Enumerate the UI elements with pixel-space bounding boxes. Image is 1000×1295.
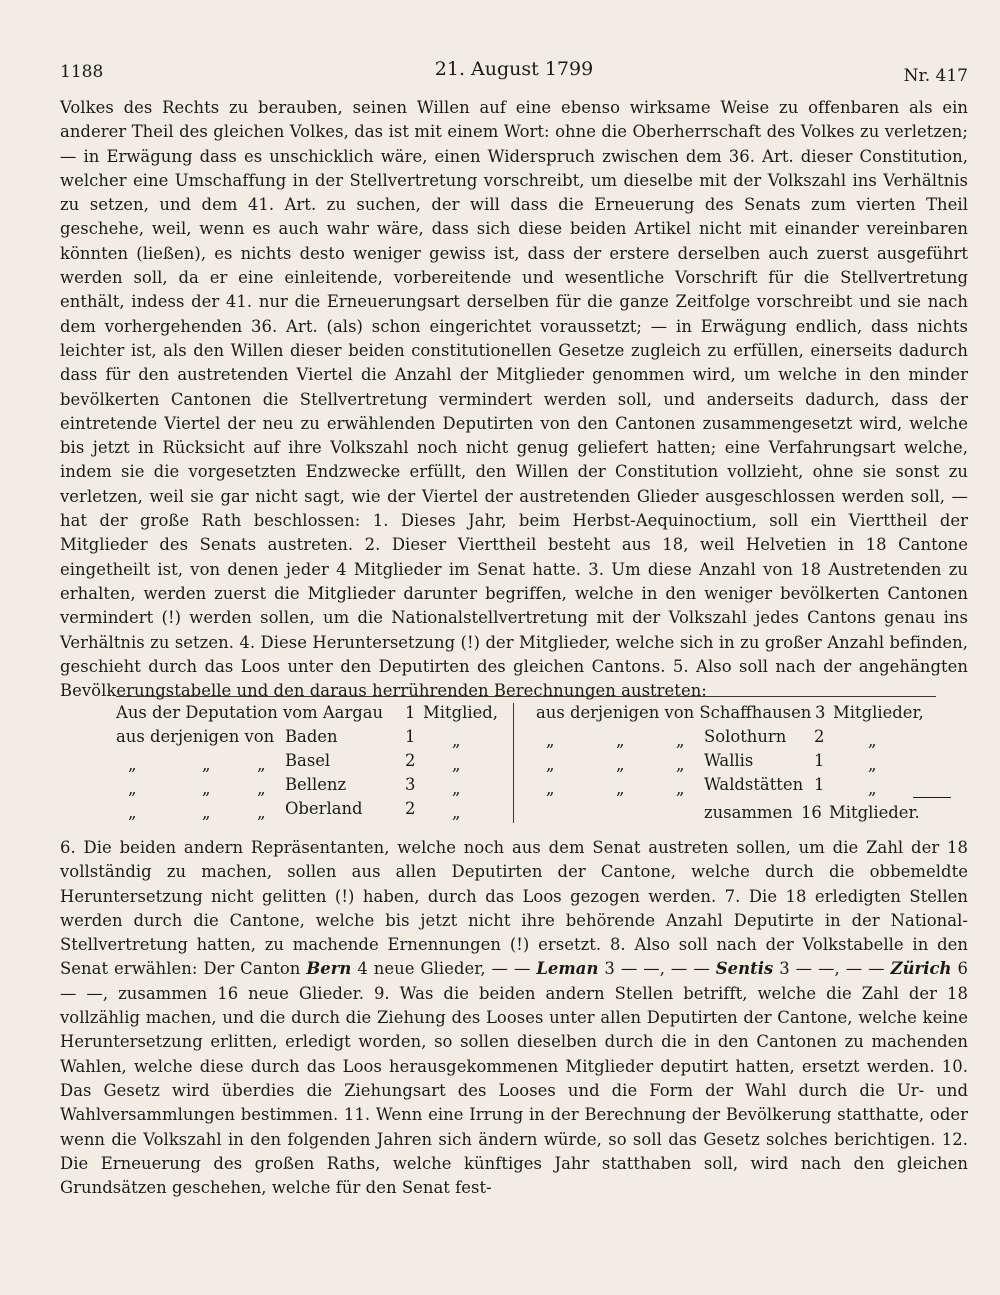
right-row3-count: 1 bbox=[814, 751, 825, 770]
left-row4-ditto-2: „ bbox=[202, 779, 211, 798]
right-row2-ditto: „ bbox=[868, 731, 877, 750]
left-row3-ditto-3: „ bbox=[257, 755, 266, 774]
table-column-divider bbox=[513, 703, 514, 823]
right-row2-canton: Solothurn bbox=[704, 727, 787, 746]
right-row2-ditto-3: „ bbox=[676, 731, 685, 750]
right-row5-label: zusammen bbox=[704, 803, 793, 822]
right-row4-canton: Waldstätten bbox=[704, 775, 804, 794]
right-row3-canton: Wallis bbox=[704, 751, 754, 770]
page-number: 1188 bbox=[60, 62, 104, 82]
paragraph-2-text-e: 6 — —, zusammen 16 neue Glieder. 9. Was die beiden andern Stellen betrifft, welche die Zahl der 18 vollzählig machen, und die durch die Ziehung des Looses unter allen Deputirten der Cantone, welche keine Heruntersetzung erlitten, erledigt worden, so sollen dieselben durch die in den Cantonen zu machenden Wahlen, welche diese durch das Loos herausgekommenen Mitglieder deputirt hatten, ersetzt werden. 10. Das Gesetz wird überdies die Ziehungsart des Looses und die Form der Wahl durch die Ur- und Wahlversammlungen bestimmen. 11. Wenn eine Irrung in der Berechnung der Bevölkerung statthatte, oder wenn die Volkszahl in den folgenden Jahren sich ändern würde, so soll das Gesetz solches berichtigen. 12. Die Erneuerung des großen Raths, welche künftiges Jahr statthaben soll, wird nach den gleichen Grundsätzen geschehen, welche für den Senat fest- bbox=[60, 959, 968, 1198]
left-row3-canton: Basel bbox=[285, 751, 331, 770]
right-row3-ditto: „ bbox=[868, 755, 877, 774]
left-row5-ditto-2: „ bbox=[202, 803, 211, 822]
right-row1-unit: Mitglieder, bbox=[833, 703, 924, 722]
body-paragraph-2 bbox=[60, 836, 968, 1200]
table-top-rule bbox=[116, 696, 936, 697]
left-row1-label: Aus der Deputation vom Aargau bbox=[116, 703, 384, 722]
left-row2-count: 1 bbox=[405, 727, 416, 746]
left-row4-count: 3 bbox=[405, 775, 416, 794]
left-row5-count: 2 bbox=[405, 799, 416, 818]
document-number: Nr. 417 bbox=[903, 66, 968, 86]
paragraph-2-text-a: 6. Die beiden andern Repräsentanten, welche noch aus dem Senat austreten sollen, um die Zahl der 18 vollständig zu machen, sollen aus allen Deputirten der Cantone, welche durch die obbemeldte Heruntersetzung nicht gelitten (!) haben, durch das Loos gezogen werden. 7. Die 18 erledigten Stellen werden durch die Cantone, welche bis jetzt nicht ihre behörende Anzahl Deputirte in der National-Stellvertretung hatten, zu machende Ernennungen (!) ersetzt. 8. Also soll nach der Volkstabelle in den Senat erwählen: Der Canton bbox=[60, 838, 968, 979]
right-row3-ditto-1: „ bbox=[546, 755, 555, 774]
right-row2-count: 2 bbox=[814, 727, 825, 746]
sum-underline bbox=[913, 797, 951, 798]
left-row3-count: 2 bbox=[405, 751, 416, 770]
right-row2-ditto-1: „ bbox=[546, 731, 555, 750]
right-row4-ditto-3: „ bbox=[676, 779, 685, 798]
paragraph-2-text-c: 3 — —, — — bbox=[604, 959, 710, 979]
right-row4-ditto-1: „ bbox=[546, 779, 555, 798]
left-row1-count: 1 bbox=[405, 703, 416, 722]
right-row5-unit: Mitglieder. bbox=[829, 803, 920, 822]
page-date: 21. August 1799 bbox=[434, 58, 594, 80]
paragraph-2-text-b: 4 neue Glieder, — — bbox=[357, 959, 531, 979]
canton-bern: Bern bbox=[306, 959, 352, 979]
left-row2-ditto: „ bbox=[452, 731, 461, 750]
left-row3-ditto: „ bbox=[452, 755, 461, 774]
right-row3-ditto-3: „ bbox=[676, 755, 685, 774]
right-row3-ditto-2: „ bbox=[616, 755, 625, 774]
page-header bbox=[60, 58, 968, 90]
left-row3-ditto-1: „ bbox=[128, 755, 137, 774]
left-row2-label: aus derjenigen von bbox=[116, 727, 275, 746]
left-row5-ditto: „ bbox=[452, 803, 461, 822]
paragraph-1-text: Volkes des Rechts zu berauben, seinen Willen auf eine ebenso wirksame Weise zu offenbaren als ein anderer Theil des gleichen Volkes, das ist mit einem Wort: ohne die Oberherrschaft des Volkes zu verletzen; — in Erwägung dass es unschicklich wäre, einen Widerspruch zwischen dem 36. Art. dieser Constitution, welcher eine Umschaffung in der Stellvertretung vorschreibt, um dieselbe mit der Volkszahl ins Verhältnis zu setzen, und dem 41. Art. zu suchen, der will dass die Erneuerung des Senats zum vierten Theil geschehe, weil, wenn es auch wahr wäre, dass sich diese beiden Artikel nicht mit einander vereinbaren könnten (ließen), es nichts desto weniger gewiss ist, dass der erstere derselben auch zuerst ausgeführt werden soll, da er eine einleitende, vorbereitende und wesentliche Vorschrift für die Stellvertretung enthält, indess der 41. nur die Erneuerungsart derselben für die ganze Zeitfolge vorschreibt und sie nach dem vorhergehenden 36. Art. (als) schon eingerichtet voraussetzt; — in Erwägung endlich, dass nichts leichter ist, als den Willen dieser beiden constitutionellen Gesetze zugleich zu erfüllen, einerseits dadurch dass für den austretenden Viertel die Anzahl der Mitglieder genommen wird, um welche in den minder bevölkerten Cantonen die Stellvertretung vermindert werden soll, und anderseits dadurch, dass der eintretende Viertel der neu zu erwählenden Deputirten von den Cantonen zusammengesetzt wird, welche bis jetzt in Rücksicht auf ihre Volkszahl noch nicht genug geliefert hatten; eine Verfahrungsart welche, indem sie die vorgesetzten Endzwecke erfüllt, den Willen der Constitution vollzieht, ohne sie sonst zu verletzen, weil sie gar nicht sagt, wie der Viertel der austretenden Glieder ausgeschlossen werden soll, — hat der große Rath beschlossen: 1. Dieses Jahr, beim Herbst-Aequinoctium, soll ein Vierttheil der Mitglieder des Senats austreten. 2. Dieser Vierttheil besteht aus 18, weil Helvetien in 18 Cantone eingetheilt ist, von denen jeder 4 Mitglieder im Senat hatte. 3. Um diese Anzahl von 18 Austretenden zu erhalten, werden zuerst die Mitglieder darunter begriffen, welche in den weniger bevölkerten Cantonen vermindert (!) werden sollen, um die Nationalstellvertretung mit der Volkszahl jedes Cantons genau ins Verhältnis zu setzen. 4. Diese Heruntersetzung (!) der Mitglieder, welche sich in zu großer Anzahl befinden, geschieht durch das Loos unter den Deputirten des gleichen Cantons. 5. Also soll nach der angehängten Bevölkerungstabelle und den daraus herrührenden Berechnungen austreten: bbox=[60, 98, 968, 701]
paragraph-2-text-d: 3 — —, — — bbox=[779, 959, 885, 979]
right-row4-count: 1 bbox=[814, 775, 825, 794]
left-row5-ditto-1: „ bbox=[128, 803, 137, 822]
left-row2-canton: Baden bbox=[285, 727, 338, 746]
left-row5-canton: Oberland bbox=[285, 799, 363, 818]
left-row3-ditto-2: „ bbox=[202, 755, 211, 774]
right-row1-label: aus derjenigen von Schaffhausen bbox=[536, 703, 812, 722]
right-row4-ditto: „ bbox=[868, 779, 877, 798]
left-row4-ditto: „ bbox=[452, 779, 461, 798]
left-row4-ditto-1: „ bbox=[128, 779, 137, 798]
canton-zurich: Zürich bbox=[890, 959, 952, 979]
canton-sentis: Sentis bbox=[715, 959, 774, 979]
right-row2-ditto-2: „ bbox=[616, 731, 625, 750]
left-row5-ditto-3: „ bbox=[257, 803, 266, 822]
left-row4-canton: Bellenz bbox=[285, 775, 347, 794]
right-row4-ditto-2: „ bbox=[616, 779, 625, 798]
right-row1-count: 3 bbox=[815, 703, 826, 722]
departure-table bbox=[116, 703, 956, 823]
left-row1-unit: Mitglied, bbox=[423, 703, 498, 722]
body-paragraph-1 bbox=[60, 96, 968, 703]
right-row5-total: 16 bbox=[801, 803, 822, 822]
left-row4-ditto-3: „ bbox=[257, 779, 266, 798]
canton-leman: Leman bbox=[536, 959, 599, 979]
